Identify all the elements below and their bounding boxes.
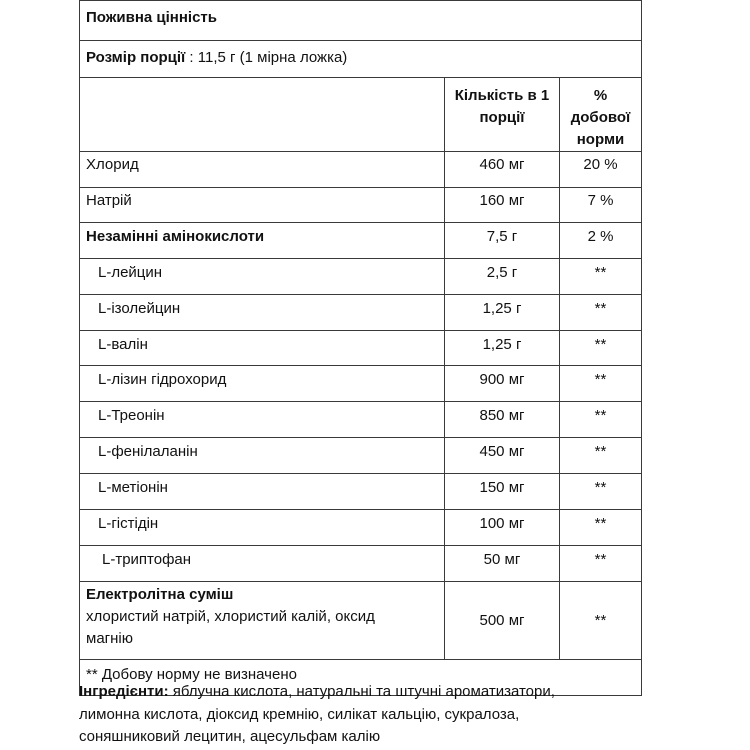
electrolyte-amount: 500 мг	[445, 582, 560, 660]
row-name: L-Треонін	[80, 402, 445, 438]
row-dv: **	[560, 402, 642, 438]
row-dv: **	[560, 331, 642, 366]
row-name-cell	[80, 223, 445, 259]
row-name: L-валін	[80, 331, 445, 366]
table-title-cell	[80, 1, 642, 41]
table-row	[80, 223, 642, 259]
table-row	[80, 366, 642, 402]
row-amount: 900 мг	[445, 366, 560, 402]
table-row	[80, 438, 642, 474]
footnote: ** Добову норму не визначено	[80, 660, 642, 696]
table-row	[80, 259, 642, 295]
ingredients-block	[79, 681, 639, 749]
row-amount: 1,25 г	[445, 295, 560, 331]
nutrition-table	[79, 0, 642, 696]
header-row	[80, 78, 642, 152]
electrolyte-row	[80, 582, 642, 660]
row-name: Незамінні амінокислоти	[86, 228, 265, 245]
table-row	[80, 188, 642, 223]
header-dv-cell	[560, 78, 642, 152]
row-dv: **	[560, 438, 642, 474]
table-row	[80, 402, 642, 438]
row-name: L-фенілаланін	[80, 438, 445, 474]
header-empty-cell	[80, 78, 445, 152]
header-dv: % добової норми	[570, 87, 631, 148]
row-dv: **	[560, 259, 642, 295]
table-row	[80, 152, 642, 188]
table-row	[80, 510, 642, 546]
row-name: Хлорид	[80, 152, 445, 188]
row-amount: 7,5 г	[445, 223, 560, 259]
header-amount: Кількість в 1 порції	[454, 87, 550, 126]
row-dv: 20 %	[560, 152, 642, 188]
serving-cell	[80, 41, 642, 78]
table-row	[80, 546, 642, 582]
ingredients-line3: соняшниковий лецитин, ацесульфам калію	[79, 728, 381, 745]
serving-value: : 11,5 г (1 мірна ложка)	[185, 49, 348, 66]
row-amount: 100 мг	[445, 510, 560, 546]
ingredients-line1: яблучна кислота, натуральні та штучні ароматизатори,	[168, 683, 555, 700]
electrolyte-title: Електролітна суміш	[86, 586, 234, 603]
row-dv: 2 %	[560, 223, 642, 259]
electrolyte-dv: **	[560, 582, 642, 660]
row-amount: 450 мг	[445, 438, 560, 474]
row-name: L-ізолейцин	[80, 295, 445, 331]
row-name: L-лізин гідрохорид	[80, 366, 445, 402]
table-title: Поживна цінність	[86, 9, 217, 26]
electrolyte-cell	[80, 582, 445, 660]
nutrition-facts-panel	[79, 0, 641, 696]
row-name: Натрій	[80, 188, 445, 223]
row-amount: 50 мг	[445, 546, 560, 582]
row-amount: 1,25 г	[445, 331, 560, 366]
ingredients-line2: лимонна кислота, діоксид кремнію, силікат кальцію, сукралоза,	[79, 705, 520, 723]
row-amount: 160 мг	[445, 188, 560, 223]
row-dv: **	[560, 510, 642, 546]
row-dv: **	[560, 474, 642, 510]
table-row	[80, 331, 642, 366]
electrolyte-desc-line1: хлористий натрій, хлористий калій, оксид	[86, 608, 375, 625]
title-row	[80, 1, 642, 41]
row-name: L-гістідін	[80, 510, 445, 546]
row-name: L-триптофан	[80, 546, 445, 582]
ingredients-label: Інгредієнти:	[79, 683, 169, 700]
row-dv: **	[560, 366, 642, 402]
table-row	[80, 295, 642, 331]
row-name: L-метіонін	[80, 474, 445, 510]
serving-label: Розмір порції	[86, 49, 186, 66]
electrolyte-desc-line2: магнію	[86, 630, 133, 647]
row-amount: 460 мг	[445, 152, 560, 188]
row-name: L-лейцин	[80, 259, 445, 295]
header-amount-cell	[445, 78, 560, 152]
table-row	[80, 474, 642, 510]
row-dv: **	[560, 546, 642, 582]
serving-row	[80, 41, 642, 78]
row-dv: **	[560, 295, 642, 331]
row-amount: 2,5 г	[445, 259, 560, 295]
row-amount: 850 мг	[445, 402, 560, 438]
row-dv: 7 %	[560, 188, 642, 223]
row-amount: 150 мг	[445, 474, 560, 510]
